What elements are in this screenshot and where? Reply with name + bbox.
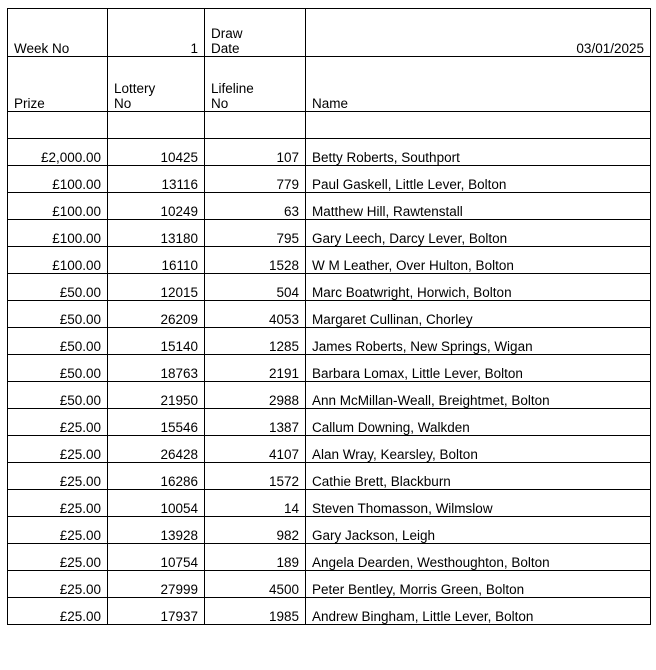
lottery-draw-table (7, 8, 651, 625)
cell-name: Matthew Hill, Rawtenstall (306, 193, 651, 220)
table-row[interactable] (8, 139, 651, 166)
cell-name: Betty Roberts, Southport (306, 139, 651, 166)
table-row[interactable] (8, 382, 651, 409)
cell-lottery-no: 13180 (108, 220, 205, 247)
week-no-label: Week No (8, 9, 108, 57)
week-no-value: 1 (108, 9, 205, 57)
spacer-row (8, 112, 651, 139)
cell-prize: £50.00 (8, 328, 108, 355)
table-row[interactable] (8, 409, 651, 436)
cell-lifeline-no: 4500 (205, 571, 306, 598)
cell-name: Angela Dearden, Westhoughton, Bolton (306, 544, 651, 571)
cell-lifeline-no: 1528 (205, 247, 306, 274)
cell-lottery-no: 27999 (108, 571, 205, 598)
table-row[interactable] (8, 193, 651, 220)
spreadsheet-sheet (7, 8, 650, 625)
cell-name: James Roberts, New Springs, Wigan (306, 328, 651, 355)
table-row[interactable] (8, 544, 651, 571)
cell-prize: £100.00 (8, 166, 108, 193)
cell-lifeline-no: 4053 (205, 301, 306, 328)
cell-lottery-no: 10054 (108, 490, 205, 517)
cell-lottery-no: 10249 (108, 193, 205, 220)
table-row[interactable] (8, 598, 651, 625)
cell-name: Alan Wray, Kearsley, Bolton (306, 436, 651, 463)
cell-prize: £2,000.00 (8, 139, 108, 166)
cell-prize: £25.00 (8, 598, 108, 625)
cell-prize: £50.00 (8, 274, 108, 301)
cell-name: W M Leather, Over Hulton, Bolton (306, 247, 651, 274)
cell-lifeline-no: 1572 (205, 463, 306, 490)
cell-lottery-no: 18763 (108, 355, 205, 382)
cell-prize: £100.00 (8, 193, 108, 220)
header-row-columns (8, 57, 651, 112)
column-header-lottery-no: Lottery No (108, 57, 205, 112)
cell-name: Margaret Cullinan, Chorley (306, 301, 651, 328)
cell-prize: £25.00 (8, 436, 108, 463)
cell-prize: £25.00 (8, 544, 108, 571)
cell-lottery-no: 10754 (108, 544, 205, 571)
cell-name: Gary Leech, Darcy Lever, Bolton (306, 220, 651, 247)
table-row[interactable] (8, 490, 651, 517)
cell-lottery-no: 21950 (108, 382, 205, 409)
spacer-cell-name (306, 112, 651, 139)
table-row[interactable] (8, 301, 651, 328)
column-header-prize: Prize (8, 57, 108, 112)
cell-prize: £25.00 (8, 409, 108, 436)
header-row-week (8, 9, 651, 57)
table-row[interactable] (8, 355, 651, 382)
cell-lifeline-no: 107 (205, 139, 306, 166)
cell-lifeline-no: 2988 (205, 382, 306, 409)
cell-prize: £50.00 (8, 382, 108, 409)
cell-lottery-no: 15546 (108, 409, 205, 436)
table-row[interactable] (8, 274, 651, 301)
cell-lifeline-no: 982 (205, 517, 306, 544)
cell-name: Cathie Brett, Blackburn (306, 463, 651, 490)
cell-lottery-no: 12015 (108, 274, 205, 301)
cell-name: Callum Downing, Walkden (306, 409, 651, 436)
cell-name: Steven Thomasson, Wilmslow (306, 490, 651, 517)
cell-prize: £25.00 (8, 517, 108, 544)
table-row[interactable] (8, 463, 651, 490)
cell-lottery-no: 13116 (108, 166, 205, 193)
table-row[interactable] (8, 166, 651, 193)
table-row[interactable] (8, 517, 651, 544)
cell-prize: £25.00 (8, 490, 108, 517)
cell-prize: £50.00 (8, 301, 108, 328)
cell-prize: £25.00 (8, 463, 108, 490)
cell-prize: £100.00 (8, 247, 108, 274)
cell-lottery-no: 16286 (108, 463, 205, 490)
cell-lottery-no: 26209 (108, 301, 205, 328)
table-row[interactable] (8, 436, 651, 463)
column-header-lifeline-no: Lifeline No (205, 57, 306, 112)
table-row[interactable] (8, 571, 651, 598)
cell-name: Andrew Bingham, Little Lever, Bolton (306, 598, 651, 625)
table-row[interactable] (8, 328, 651, 355)
cell-name: Gary Jackson, Leigh (306, 517, 651, 544)
cell-name: Peter Bentley, Morris Green, Bolton (306, 571, 651, 598)
cell-prize: £50.00 (8, 355, 108, 382)
table-body (8, 9, 651, 625)
table-row[interactable] (8, 220, 651, 247)
spacer-cell-prize (8, 112, 108, 139)
cell-lottery-no: 26428 (108, 436, 205, 463)
cell-lifeline-no: 795 (205, 220, 306, 247)
cell-lifeline-no: 504 (205, 274, 306, 301)
draw-date-value: 03/01/2025 (306, 9, 651, 57)
cell-lifeline-no: 63 (205, 193, 306, 220)
draw-date-label: Draw Date (205, 9, 306, 57)
cell-prize: £25.00 (8, 571, 108, 598)
table-row[interactable] (8, 247, 651, 274)
cell-lifeline-no: 2191 (205, 355, 306, 382)
cell-name: Ann McMillan-Weall, Breightmet, Bolton (306, 382, 651, 409)
cell-lifeline-no: 1285 (205, 328, 306, 355)
cell-name: Marc Boatwright, Horwich, Bolton (306, 274, 651, 301)
cell-name: Paul Gaskell, Little Lever, Bolton (306, 166, 651, 193)
cell-name: Barbara Lomax, Little Lever, Bolton (306, 355, 651, 382)
cell-lottery-no: 16110 (108, 247, 205, 274)
cell-lottery-no: 13928 (108, 517, 205, 544)
cell-lifeline-no: 14 (205, 490, 306, 517)
cell-lottery-no: 10425 (108, 139, 205, 166)
cell-lottery-no: 15140 (108, 328, 205, 355)
cell-lifeline-no: 1985 (205, 598, 306, 625)
column-header-name: Name (306, 57, 651, 112)
spacer-cell-lottery-no (108, 112, 205, 139)
cell-lottery-no: 17937 (108, 598, 205, 625)
cell-lifeline-no: 1387 (205, 409, 306, 436)
cell-lifeline-no: 4107 (205, 436, 306, 463)
cell-lifeline-no: 189 (205, 544, 306, 571)
cell-prize: £100.00 (8, 220, 108, 247)
spacer-cell-lifeline-no (205, 112, 306, 139)
cell-lifeline-no: 779 (205, 166, 306, 193)
